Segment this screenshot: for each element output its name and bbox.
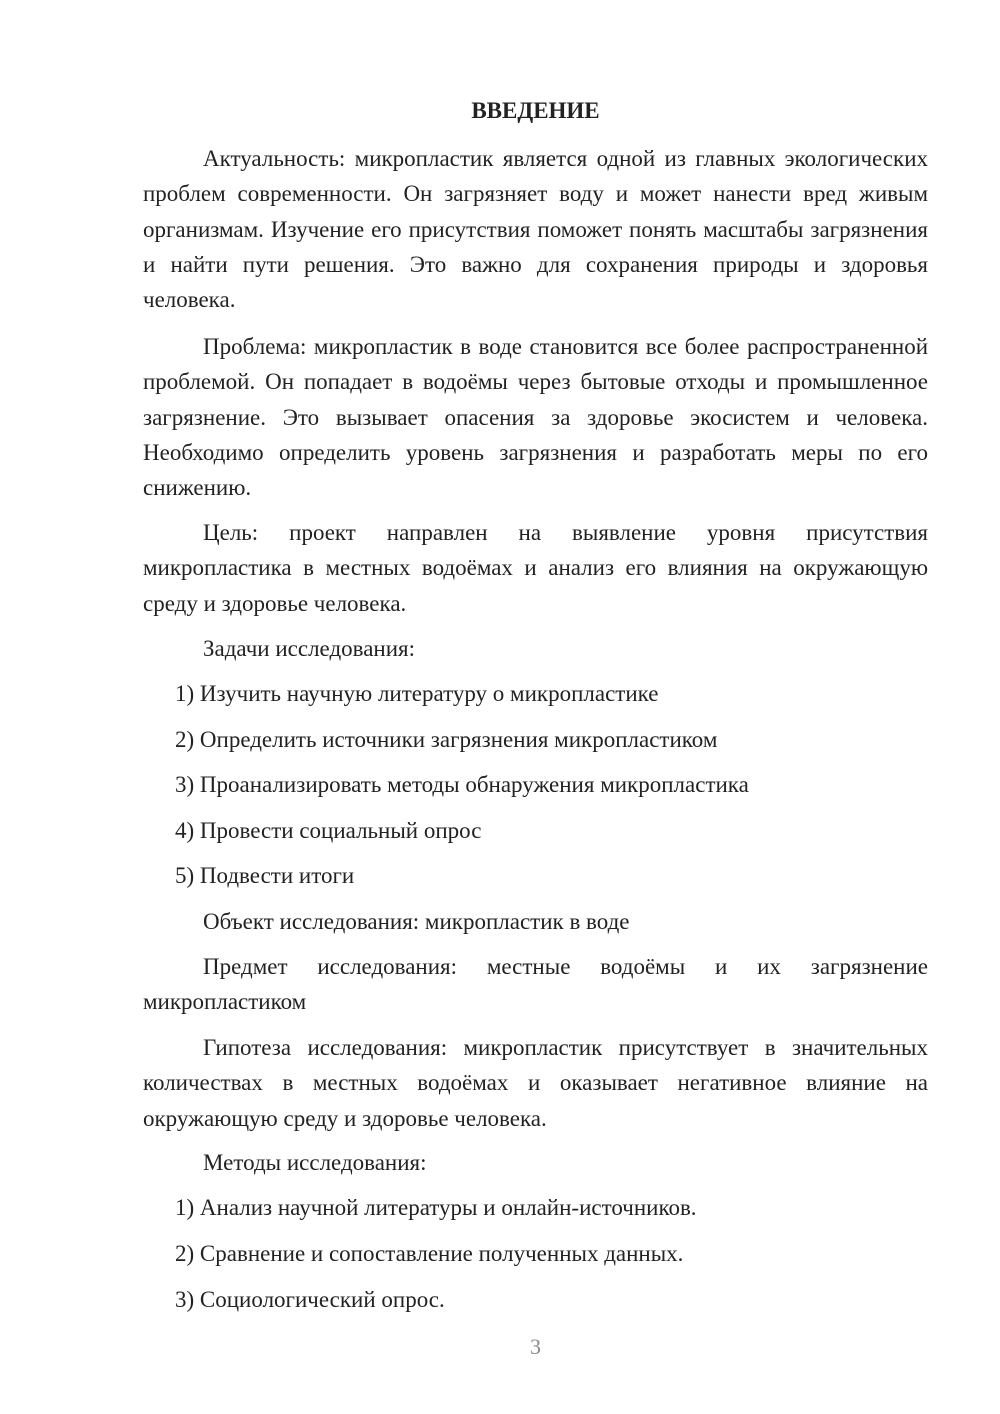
research-subject: Предмет исследования: местные водоёмы и их загрязнение микропластиком (143, 954, 928, 1015)
list-item: 5) Подвести итоги (175, 863, 355, 888)
paragraph-goal: Цель: проект направлен на выявление уровня присутствия микропластика в местных водоёмах и анализ его влияния на окружающую среду и здоровье человека. (143, 520, 928, 616)
paragraph-problem: Проблема: микропластик в воде становится все более распространенной проблемой. Он попадает в водоёмы через бытовые отходы и промышленное загрязнение. Это вызывает опасения за здоровье экосистем и человека. Необходимо определить уровень загрязнения и разработать меры по его снижению. (143, 334, 928, 501)
document-page (143, 0, 928, 1414)
list-item: 2) Сравнение и сопоставление полученных данных. (175, 1241, 684, 1266)
section-title: ВВЕДЕНИЕ (471, 98, 600, 123)
list-item: 2) Определить источники загрязнения микропластиком (175, 727, 718, 752)
methods-heading: Методы исследования: (203, 1150, 427, 1175)
list-item: 3) Проанализировать методы обнаружения микропластика (175, 772, 749, 797)
list-item: 4) Провести социальный опрос (175, 818, 482, 843)
research-hypothesis: Гипотеза исследования: микропластик присутствует в значительных количествах в местных водоёмах и оказывает негативное влияние на окружающую среду и здоровье человека. (143, 1035, 928, 1131)
tasks-heading: Задачи исследования: (203, 636, 416, 661)
list-item: 1) Изучить научную литературу о микропластике (175, 681, 659, 706)
paragraph-relevance: Актуальность: микропластик является одной из главных экологических проблем современности. Он загрязняет воду и может нанести вред живым организмам. Изучение его присутствия поможет понять масштабы загрязнения и найти пути решения. Это важно для сохранения природы и здоровья человека. (143, 146, 928, 313)
list-item: 1) Анализ научной литературы и онлайн-источников. (175, 1195, 697, 1220)
page-number: 3 (530, 1334, 541, 1359)
research-object: Объект исследования: микропластик в воде (203, 909, 630, 934)
list-item: 3) Социологический опрос. (175, 1287, 445, 1312)
